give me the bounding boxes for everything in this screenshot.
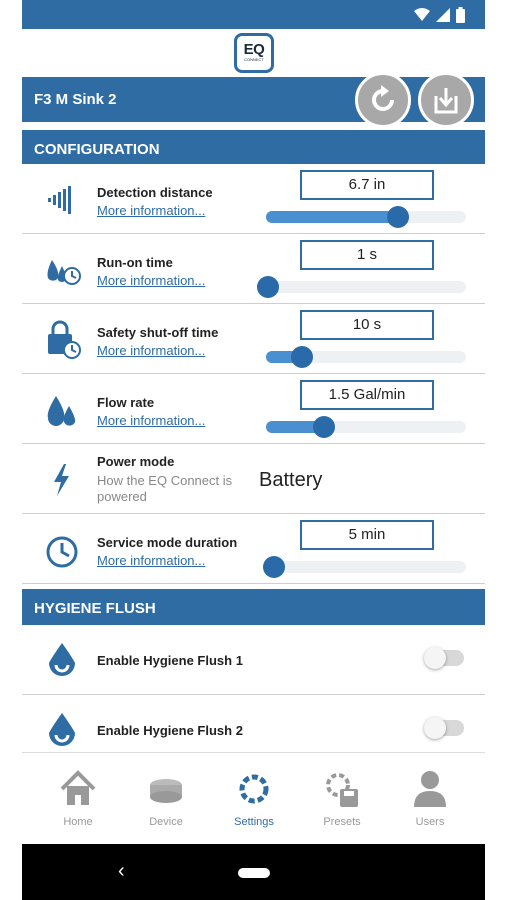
- status-icons: [414, 6, 465, 24]
- service-mode-label: Service mode duration: [97, 535, 238, 550]
- presets-icon: [324, 769, 360, 809]
- safety-shut-off-slider[interactable]: [266, 351, 466, 363]
- flow-rate-value[interactable]: 1.5 Gal/min: [300, 380, 434, 410]
- refresh-icon: [365, 82, 401, 118]
- hygiene-flush-row-1: [22, 625, 485, 695]
- service-more-info-link[interactable]: More information...: [97, 553, 206, 568]
- flow-rate-slider[interactable]: [266, 421, 466, 433]
- slider-thumb[interactable]: [291, 346, 313, 368]
- nav-device-label: Device: [149, 816, 183, 828]
- home-pill[interactable]: [238, 868, 270, 878]
- lock-clock-icon: [42, 320, 82, 360]
- slider-thumb[interactable]: [257, 276, 279, 298]
- wifi-icon: [414, 8, 430, 22]
- nav-users[interactable]: [384, 753, 476, 845]
- download-icon: [430, 84, 462, 116]
- app-header: [22, 29, 485, 78]
- slider-thumb[interactable]: [313, 416, 335, 438]
- home-icon: [60, 769, 96, 809]
- battery-icon: [456, 7, 465, 23]
- hygiene-flush-1-label: Enable Hygiene Flush 1: [97, 653, 243, 668]
- slider-fill: [266, 211, 398, 223]
- config-row-safety-shut-off: [22, 304, 485, 374]
- cell-signal-icon: [436, 8, 450, 22]
- toggle-knob: [424, 647, 446, 669]
- hygiene-flush-row-2: [22, 695, 485, 752]
- flow-rate-label: Flow rate: [97, 395, 155, 410]
- water-drop-icon: [42, 711, 82, 751]
- config-row-power-mode: [22, 444, 485, 514]
- logo-text: EQ: [243, 41, 265, 58]
- service-mode-slider[interactable]: [266, 561, 466, 573]
- slider-thumb[interactable]: [387, 206, 409, 228]
- power-mode-description: How the EQ Connect is powered: [97, 473, 233, 504]
- device-title: F3 M Sink 2: [34, 91, 117, 108]
- download-button[interactable]: [418, 72, 474, 128]
- safety-shut-off-label: Safety shut-off time: [97, 325, 219, 340]
- nav-settings[interactable]: [208, 753, 300, 845]
- phone-screen: [22, 0, 485, 900]
- run-on-time-value[interactable]: 1 s: [300, 240, 434, 270]
- water-drop-icon: [42, 641, 82, 681]
- clock-icon: [42, 530, 82, 570]
- power-mode-value: Battery: [259, 469, 323, 491]
- bottom-nav: [22, 752, 485, 845]
- water-drops-icon: [42, 390, 82, 430]
- device-icon: [148, 769, 184, 809]
- configuration-header: CONFIGURATION: [22, 130, 485, 170]
- run-on-more-info-link[interactable]: More information...: [97, 273, 206, 288]
- nav-users-label: Users: [415, 816, 445, 828]
- user-icon: [412, 769, 448, 809]
- config-row-flow-rate: [22, 374, 485, 444]
- device-bar: [22, 77, 485, 122]
- nav-settings-label: Settings: [234, 816, 274, 828]
- slider-thumb[interactable]: [263, 556, 285, 578]
- drops-clock-icon: [42, 250, 82, 290]
- toggle-knob: [424, 717, 446, 739]
- sensor-waves-icon: [42, 180, 82, 220]
- run-on-time-slider[interactable]: [266, 281, 466, 293]
- system-nav-bar: [22, 844, 485, 900]
- detection-distance-label: Detection distance: [97, 185, 213, 200]
- logo-subtext: CONNECT: [244, 57, 264, 62]
- service-mode-value[interactable]: 5 min: [300, 520, 434, 550]
- back-arrow-icon[interactable]: ‹: [118, 860, 125, 882]
- detection-distance-value[interactable]: 6.7 in: [300, 170, 434, 200]
- refresh-button[interactable]: [355, 72, 411, 128]
- status-bar: [22, 0, 485, 29]
- safety-more-info-link[interactable]: More information...: [97, 343, 206, 358]
- safety-shut-off-value[interactable]: 10 s: [300, 310, 434, 340]
- config-row-run-on-time: [22, 234, 485, 304]
- detection-distance-slider[interactable]: [266, 211, 466, 223]
- nav-presets[interactable]: [296, 753, 388, 845]
- settings-gear-icon: [236, 769, 272, 809]
- nav-home[interactable]: [32, 753, 124, 845]
- hygiene-flush-1-toggle[interactable]: [426, 650, 464, 666]
- nav-home-label: Home: [63, 816, 93, 828]
- power-mode-label: Power mode: [97, 454, 175, 469]
- hygiene-flush-2-label: Enable Hygiene Flush 2: [97, 723, 243, 738]
- config-row-service-mode: [22, 514, 485, 584]
- config-row-detection-distance: [22, 164, 485, 234]
- nav-device[interactable]: [120, 753, 212, 845]
- run-on-time-label: Run-on time: [97, 255, 173, 270]
- flow-more-info-link[interactable]: More information...: [97, 413, 206, 428]
- lightning-icon: [42, 460, 82, 500]
- detection-more-info-link[interactable]: More information...: [97, 203, 206, 218]
- hygiene-flush-header: HYGIENE FLUSH: [22, 589, 485, 629]
- eq-connect-logo: [234, 33, 274, 73]
- hygiene-flush-2-toggle[interactable]: [426, 720, 464, 736]
- nav-presets-label: Presets: [323, 816, 361, 828]
